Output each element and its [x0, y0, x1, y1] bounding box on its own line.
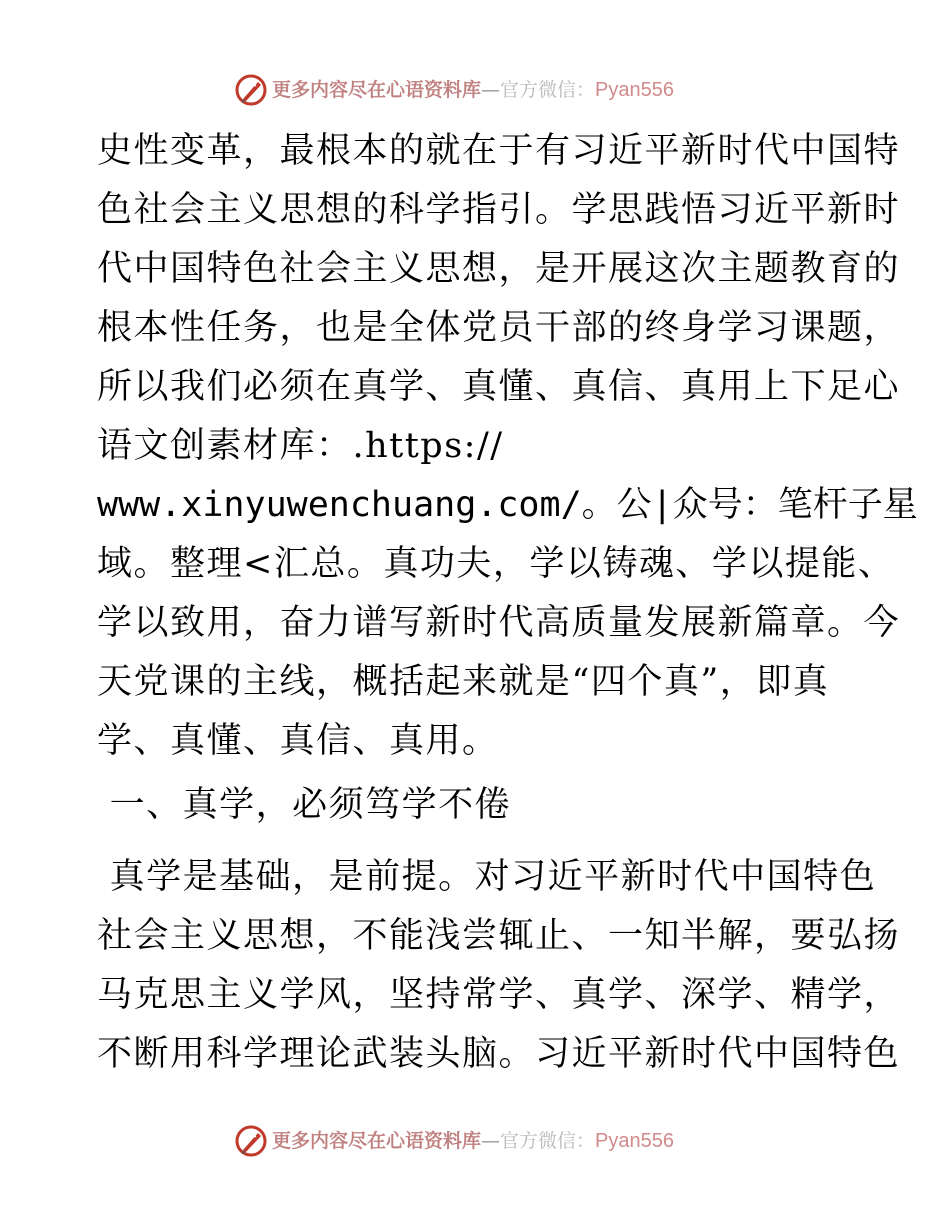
banner-wechat-label: 官方微信：	[500, 79, 596, 101]
banner-wechat-id: Pyan556	[595, 1130, 674, 1152]
text-line: 域。整理<汇总。真功夫，学以铸魂、学以提能、	[97, 544, 895, 584]
banner-separator: —	[481, 79, 501, 101]
text-line: 代中国特色社会主义思想，是开展这次主题教育的	[97, 249, 901, 289]
text-line: 史性变革，最根本的就在于有习近平新时代中国特	[97, 131, 901, 171]
banner-separator: —	[481, 1130, 501, 1152]
text-line: 所以我们必须在真学、真懂、真信、真用上下足心	[97, 367, 901, 407]
quill-pen-logo-icon	[234, 1124, 268, 1158]
text-line: 学以致用，奋力谱写新时代高质量发展新篇章。今	[97, 603, 901, 643]
section-heading: 一、真学，必须笃学不倦	[97, 785, 512, 825]
quill-pen-logo-icon	[234, 73, 268, 107]
text-line: 不断用科学理论武装头脑。习近平新时代中国特色	[97, 1034, 901, 1074]
text-line: 真学是基础，是前提。对习近平新时代中国特色	[97, 857, 877, 897]
text-line: 学、真懂、真信、真用。	[97, 721, 499, 761]
banner-wechat-id: Pyan556	[595, 79, 674, 101]
paragraph-2	[97, 852, 901, 1088]
text-line: 马克思主义学风，坚持常学、真学、深学、精学，	[97, 975, 901, 1015]
paragraph-1	[97, 126, 918, 775]
footer-banner	[234, 1124, 674, 1158]
text-line: 天党课的主线，概括起来就是“四个真”，即真	[97, 662, 830, 702]
text-line: 色社会主义思想的科学指引。学思践悟习近平新时	[97, 190, 901, 230]
banner-wechat-label: 官方微信：	[500, 1130, 596, 1152]
text-line: 语文创素材库：.https://	[97, 426, 504, 466]
text-line-url: www.xinyuwenchuang.com/。公|众号：笔杆子星	[97, 485, 918, 525]
banner-title: 更多内容尽在心语资料库	[272, 1130, 482, 1152]
banner-title: 更多内容尽在心语资料库	[272, 79, 482, 101]
text-line: 社会主义思想，不能浅尝辄止、一知半解，要弘扬	[97, 916, 901, 956]
text-line: 根本性任务，也是全体党员干部的终身学习课题，	[97, 308, 901, 348]
header-banner	[234, 73, 674, 107]
